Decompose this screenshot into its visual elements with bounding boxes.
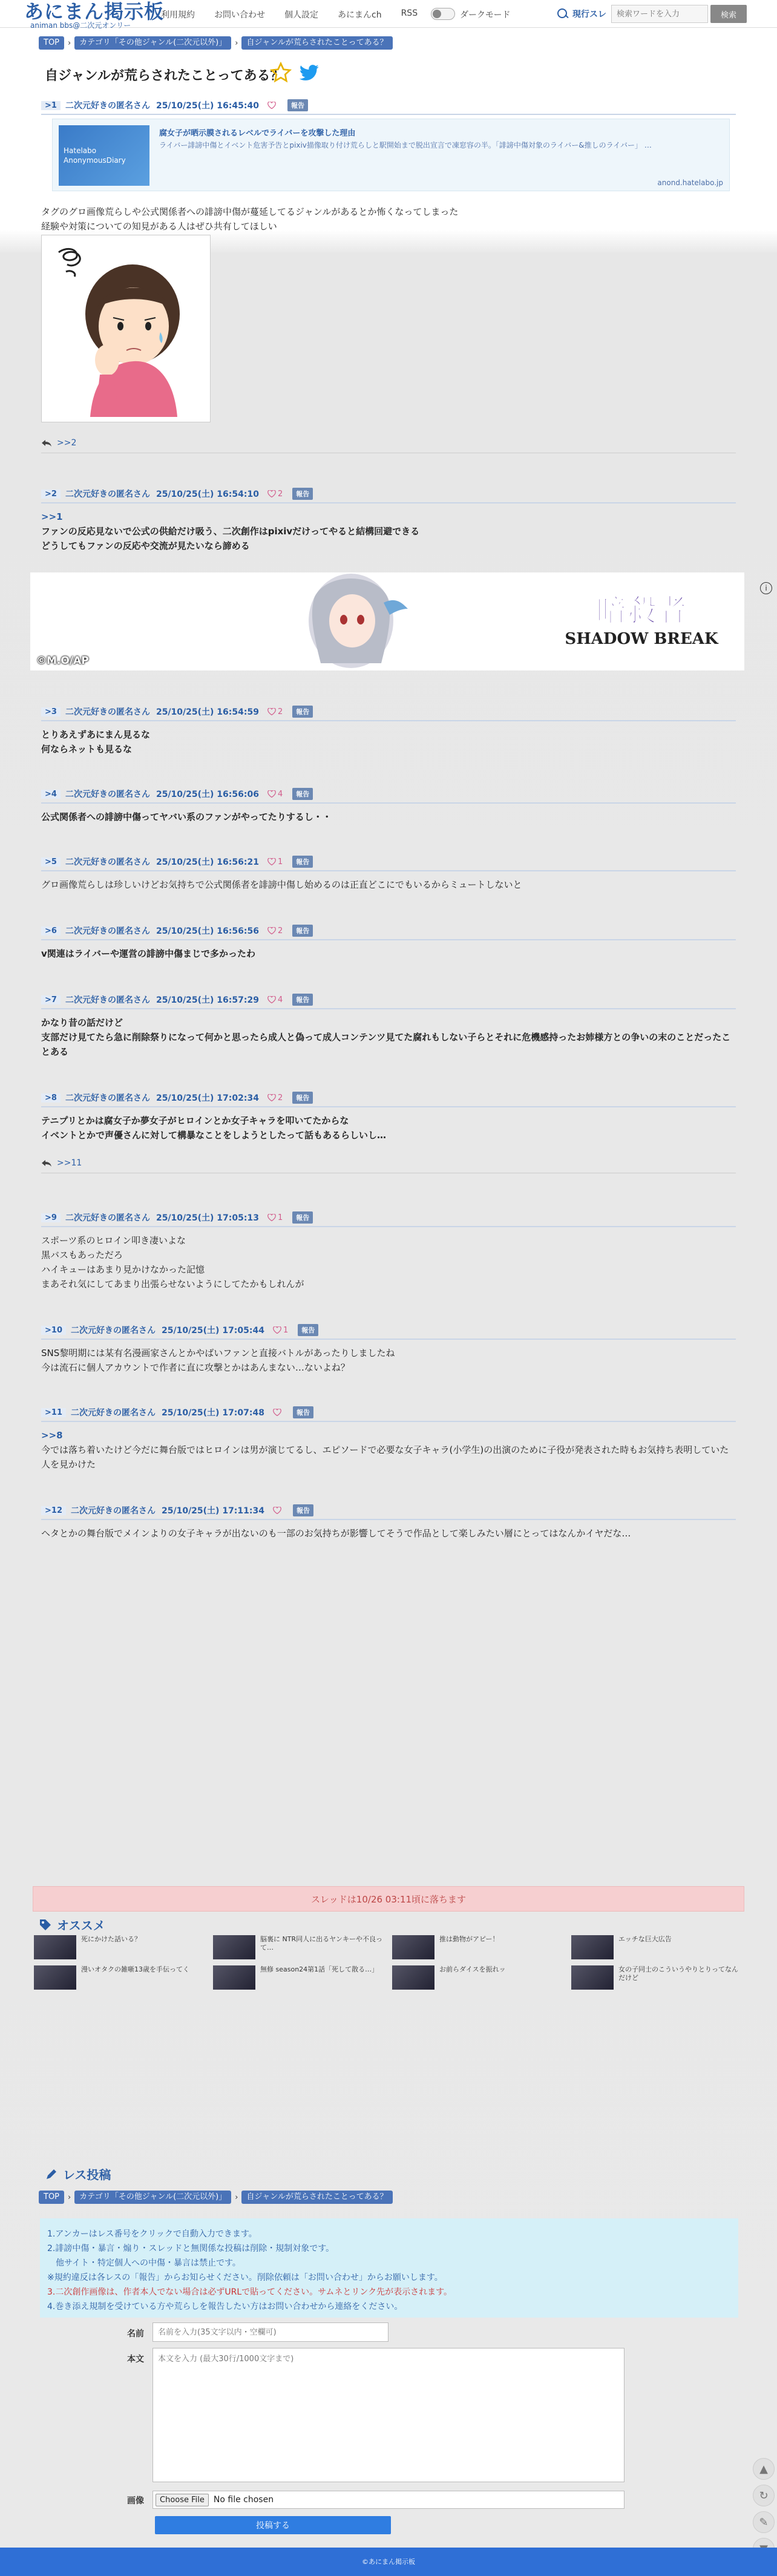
post-text — [41, 804, 736, 824]
post-7 — [41, 991, 736, 1059]
post-date: 25/10/25(土) 16:54:10 — [156, 490, 259, 499]
rule-line: 3.二次創作画像は、作者本人でない場合は必ずURLで貼ってください。サムネとリンク先が表示されます。 — [47, 2287, 453, 2297]
rule-line: ※規約違反は各レスの「報告」からお知らせください。削除依頼は「お問い合わせ」からお願いします。 — [47, 2273, 443, 2283]
breadcrumb — [39, 36, 393, 50]
ad-subtitle: SHADOW BREAK — [565, 630, 718, 648]
name-label: 名前 — [127, 2329, 144, 2339]
anchor-link[interactable]: >>8 — [41, 1430, 63, 1441]
dark-mode-label: ダークモード — [460, 10, 511, 20]
reply-link[interactable] — [41, 1158, 736, 1168]
recommend-thumbnail — [392, 1935, 434, 1959]
post-text — [41, 1520, 736, 1541]
recommend-item-title[interactable]: 脳裏に NTR同人に出るヤンキーや不良って… — [260, 1935, 382, 1952]
post-number[interactable]: >8 — [41, 1093, 61, 1103]
report-button[interactable]: 報告 — [292, 1092, 313, 1104]
post-author: 二次元好きの匿名さん — [70, 1326, 156, 1336]
report-button[interactable]: 報告 — [298, 1324, 318, 1336]
nav-terms[interactable]: 利用規約 — [161, 10, 195, 20]
reply-link-text[interactable]: >>11 — [57, 1158, 82, 1168]
breadcrumb-top[interactable]: TOP — [39, 2191, 64, 2204]
heart-icon — [267, 996, 276, 1003]
recommend-item[interactable] — [392, 1935, 564, 1962]
anchor-link[interactable]: >>1 — [41, 511, 63, 522]
page-title: 自ジャンルが荒らされたことってある？ — [45, 68, 284, 84]
post-line: ファンの反応見ないで公式の供給だけ吸う、二次創作はpixivだけってやると結構回避できる — [41, 526, 420, 537]
like-button[interactable] — [267, 995, 283, 1005]
post-9 — [41, 1209, 736, 1291]
post-date: 25/10/25(土) 16:45:40 — [156, 101, 259, 111]
post-author: 二次元好きの匿名さん — [65, 857, 150, 867]
reply-link[interactable] — [41, 438, 736, 448]
post-author: 二次元好きの匿名さん — [65, 926, 150, 936]
post-line: とりあえずあにまん見るな — [41, 729, 151, 740]
like-button[interactable] — [267, 857, 283, 867]
recommend-item-title[interactable]: 推は動物がアピー！ — [439, 1935, 499, 1943]
like-button[interactable] — [267, 1213, 283, 1222]
recommend-thumbnail — [392, 1965, 434, 1990]
post-text — [41, 940, 736, 961]
post-header — [41, 785, 736, 804]
body-label: 本文 — [127, 2355, 144, 2364]
pencil-icon — [45, 2168, 58, 2181]
report-button[interactable]: 報告 — [292, 706, 313, 718]
heart-icon — [267, 708, 276, 715]
breadcrumb-separator: › — [235, 2192, 238, 2202]
search-button[interactable]: 検索 — [710, 5, 747, 23]
report-button[interactable]: 報告 — [292, 925, 313, 937]
recommend-item-title[interactable]: 漫いオタクの雑噺13歳を手伝ってく — [81, 1965, 189, 1973]
breadcrumb-thread[interactable]: 自ジャンルが荒らされたことってある？ — [241, 2191, 392, 2204]
twitter-share-icon[interactable] — [299, 64, 320, 82]
post-number[interactable]: >4 — [41, 790, 61, 799]
recommend-heading — [39, 1916, 105, 1933]
post-line: テニプリとかは腐女子か夢女子がヒロインとか女子キャラを叩いてたからな — [41, 1115, 349, 1126]
post-8 — [41, 1089, 736, 1173]
post-text — [41, 1227, 736, 1291]
nav-settings[interactable]: 個人設定 — [284, 10, 318, 20]
body-textarea[interactable] — [152, 2348, 625, 2482]
post-header — [41, 991, 736, 1009]
breadcrumb-category[interactable]: カテゴリ「その他ジャンル(二次元以外)」 — [74, 36, 231, 50]
post-text — [41, 721, 736, 756]
post-1-footer — [41, 433, 736, 453]
heart-icon — [267, 927, 276, 934]
recommend-list — [34, 1935, 743, 1992]
post-line: ヘタとかの舞台版でメインよりの女子キャラが出ないのも一部のお気持ちが影響してそうで作品として楽しみたい層にとってはなんかイヤだな… — [41, 1528, 631, 1539]
posting-rules — [40, 2218, 738, 2318]
post-line: 経験や対策についての知見がある人はぜひ共有してほしい — [41, 221, 277, 232]
recommend-item-title[interactable]: 死にかけた話いる？ — [81, 1935, 141, 1943]
post-number[interactable]: >12 — [41, 1506, 66, 1515]
heart-icon — [273, 1507, 281, 1514]
rule-line: 2.誹謗中傷・暴言・煽り・スレッドと無関係な投稿は削除・規制対象です。 — [47, 2244, 335, 2253]
like-button[interactable] — [267, 926, 283, 936]
scroll-top-icon[interactable]: ▲ — [753, 2458, 775, 2480]
recommend-item[interactable] — [213, 1935, 385, 1962]
post-12 — [41, 1502, 736, 1541]
site-logo[interactable] — [24, 1, 164, 29]
post-image[interactable] — [41, 235, 211, 422]
post-line: 黒バスもあっただろ — [41, 1250, 123, 1260]
post-line: かなり昔の話だけど — [41, 1017, 123, 1028]
rule-line: 4.巻き添え規制を受けている方や荒らしを報告したい方はお問い合わせから連絡をください。 — [47, 2302, 403, 2312]
search-area — [556, 5, 747, 23]
post-date: 25/10/25(土) 17:11:34 — [161, 1506, 264, 1516]
breadcrumb-thread[interactable]: 自ジャンルが荒らされたことってある？ — [241, 36, 392, 50]
post-number[interactable]: >9 — [41, 1213, 61, 1222]
post-line: SNS黎明期には某有名漫画家さんとかやばいファンと直接バトルがあったりしましたね — [41, 1348, 395, 1358]
post-header — [41, 703, 736, 721]
post-header — [41, 1089, 736, 1107]
dark-mode-toggle[interactable] — [431, 8, 455, 20]
post-author: 二次元好きの匿名さん — [65, 995, 150, 1005]
post-header — [41, 1209, 736, 1227]
like-button[interactable] — [273, 1326, 288, 1335]
post-line: 何ならネットも見るな — [41, 744, 133, 755]
recommend-thumbnail — [571, 1935, 614, 1959]
like-button[interactable] — [267, 707, 283, 716]
logo-text[interactable]: あにまん掲示板 — [24, 0, 165, 23]
submit-button[interactable]: 投稿する — [155, 2516, 391, 2534]
breadcrumb-separator: › — [235, 38, 238, 48]
post-line: スポーツ系のヒロイン叩き凄いよな — [41, 1235, 186, 1246]
post-2 — [41, 485, 736, 553]
reply-link-text[interactable]: >>2 — [57, 438, 77, 448]
post-5 — [41, 853, 736, 892]
post-date: 25/10/25(土) 17:07:48 — [161, 1408, 264, 1418]
ad-title: 暗殺者 — [596, 592, 687, 628]
report-button[interactable]: 報告 — [292, 488, 313, 500]
post-number[interactable]: >7 — [41, 995, 61, 1005]
favorite-star-icon[interactable] — [270, 62, 292, 84]
recommend-thumbnail — [571, 1965, 614, 1990]
recommend-item[interactable] — [34, 1965, 206, 1992]
post-text — [41, 871, 736, 892]
breadcrumb-bottom — [39, 2191, 393, 2204]
recommend-item-title[interactable]: 無修 season24第1話「死して散る…」 — [260, 1965, 379, 1973]
post-form-heading — [45, 2165, 111, 2183]
post-text — [41, 198, 736, 234]
post-text — [41, 1107, 736, 1142]
post-author: 二次元好きの匿名さん — [65, 790, 150, 799]
post-author: 二次元好きの匿名さん — [65, 1093, 150, 1103]
post-date: 25/10/25(土) 16:56:21 — [156, 857, 259, 867]
post-date: 25/10/25(土) 16:54:59 — [156, 707, 259, 717]
report-button[interactable]: 報告 — [292, 1211, 313, 1224]
ad-banner[interactable] — [30, 572, 744, 670]
nav-contact[interactable]: お問い合わせ — [214, 10, 265, 20]
search-input[interactable] — [611, 5, 708, 23]
post-author: 二次元好きの匿名さん — [70, 1506, 156, 1516]
rule-line: 他サイト・特定個人への中傷・暴言は禁止です。 — [47, 2258, 241, 2268]
like-count: 4 — [277, 995, 283, 1005]
recommend-item-title[interactable]: 女の子同士のこういうやりとりってなんだけど — [618, 1965, 738, 1982]
recommend-item[interactable] — [571, 1965, 743, 1992]
post-author: 二次元好きの匿名さん — [65, 101, 150, 111]
like-count: 4 — [277, 789, 283, 799]
post-11 — [41, 1404, 736, 1472]
choose-file-button[interactable]: Choose File — [156, 2494, 209, 2506]
post-header — [41, 1502, 736, 1520]
recommend-item[interactable] — [213, 1965, 385, 1992]
heart-icon — [273, 1326, 281, 1334]
like-button[interactable] — [273, 1409, 283, 1416]
post-number[interactable]: >5 — [41, 857, 61, 867]
post-line: どうしてもファンの反応や交流が見たいなら諦める — [41, 540, 250, 551]
post-text — [41, 1340, 736, 1375]
post-header — [41, 922, 736, 940]
thread-expiry-notice: スレッドは10/26 03:11頃に落ちます — [33, 1886, 744, 1912]
breadcrumb-top[interactable]: TOP — [39, 36, 64, 50]
recommend-item[interactable] — [392, 1965, 564, 1992]
tag-icon — [39, 1918, 52, 1932]
nav-rss[interactable]: RSS — [401, 8, 418, 18]
heart-icon — [267, 858, 276, 865]
search-scope-label[interactable]: 現行スレ — [572, 10, 606, 19]
report-button[interactable]: 報告 — [292, 994, 313, 1006]
reload-icon[interactable]: ↻ — [753, 2485, 775, 2506]
post-text — [41, 503, 736, 553]
link-card-description: ライバー誹謗中傷とイベント危害予告とpixiv描像取り付け荒らしと駅開始まで脱出宣言で凍窓容の半。「誹謗中傷対象のライバー&推しのライバー」 … — [159, 141, 652, 149]
post-author: 二次元好きの匿名さん — [65, 490, 150, 499]
post-number[interactable]: >2 — [41, 490, 61, 499]
worried-woman-illustration — [42, 235, 210, 422]
top-nav — [161, 8, 437, 21]
like-button[interactable] — [273, 1507, 283, 1514]
recommend-title: オススメ — [57, 1918, 105, 1933]
like-count: 2 — [277, 1093, 283, 1103]
heart-icon — [267, 1094, 276, 1101]
recommend-thumbnail — [213, 1965, 255, 1990]
breadcrumb-separator: › — [68, 2192, 71, 2202]
like-button[interactable] — [267, 490, 283, 499]
post-line: イベントとかで声優さんに対して構暴なことをしようとしたって話もあるらしいし… — [41, 1130, 387, 1141]
link-card-domain: anond.hatelabo.jp — [657, 179, 723, 187]
post-header — [41, 485, 736, 503]
post-line: グロ画像荒らしは珍しいけどお気持ちで公式関係者を誹謗中傷し始めるのは正直どこにでもいるからミュートしないと — [41, 879, 522, 890]
like-count: 2 — [277, 489, 283, 499]
post-author: 二次元好きの匿名さん — [70, 1408, 156, 1418]
breadcrumb-category[interactable]: カテゴリ「その他ジャンル(二次元以外)」 — [74, 2191, 231, 2204]
like-count: 2 — [277, 707, 283, 716]
file-input[interactable] — [152, 2491, 625, 2509]
post-4 — [41, 785, 736, 824]
post-line: v関連はライバーや運営の誹謗中傷まじで多かったわ — [41, 948, 256, 959]
post-form-title: レス投稿 — [63, 2168, 111, 2182]
post-10 — [41, 1322, 736, 1375]
logo-subtitle: animan bbs@二次元オンリー — [30, 21, 131, 30]
link-card-thumbnail: Hatelabo AnonymousDiary — [59, 125, 149, 186]
post-number[interactable]: >11 — [41, 1408, 66, 1417]
rule-line: 1.アンカーはレス番号をクリックで自動入力できます。 — [47, 2229, 257, 2239]
report-button[interactable]: 報告 — [293, 1504, 313, 1516]
post-author: 二次元好きの匿名さん — [65, 707, 150, 717]
nav-animanch[interactable]: あにまんch — [338, 10, 382, 20]
post-text — [41, 1422, 736, 1472]
post-text — [41, 1009, 736, 1059]
post-date: 25/10/25(土) 17:05:44 — [161, 1326, 264, 1336]
ad-artwork — [30, 572, 744, 670]
reply-arrow-icon — [41, 439, 52, 447]
post-line: 今では落ち着いたけど今だに舞台版ではヒロインは男が演じてるし、エピソードで必要な女子キャラ(小学生)の出演のために子役が発表された時もお気持ち表明していた人を見かけた — [41, 1444, 729, 1470]
post-date: 25/10/25(土) 16:57:29 — [156, 995, 259, 1005]
post-3 — [41, 703, 736, 756]
post-header — [41, 853, 736, 871]
post-line: ハイキューはあまり見かけなかった記憶 — [41, 1264, 205, 1275]
post-1 — [41, 97, 736, 115]
post-date: 25/10/25(土) 17:02:34 — [156, 1093, 259, 1103]
post-author: 二次元好きの匿名さん — [65, 1213, 150, 1223]
report-button[interactable]: 報告 — [292, 788, 313, 800]
post-header — [41, 1322, 736, 1340]
recommend-item-title[interactable]: エッチな巨大広告 — [618, 1935, 672, 1943]
like-count: 1 — [277, 857, 283, 867]
post-number[interactable]: >1 — [41, 101, 61, 110]
post-6 — [41, 922, 736, 961]
recommend-thumbnail — [34, 1935, 76, 1959]
recommend-thumbnail — [213, 1935, 255, 1959]
post-header — [41, 97, 736, 115]
post-date: 25/10/25(土) 16:56:56 — [156, 926, 259, 936]
post-1-body — [41, 198, 736, 234]
site-footer: ©あにまん掲示板 — [0, 2548, 777, 2576]
like-count: 1 — [283, 1325, 289, 1335]
write-icon[interactable]: ✎ — [753, 2511, 775, 2533]
like-button[interactable] — [267, 102, 278, 109]
heart-icon — [267, 1214, 276, 1221]
post-number[interactable]: >3 — [41, 707, 61, 716]
report-button[interactable]: 報告 — [287, 99, 308, 111]
search-icon — [556, 5, 570, 22]
ad-copyright: ©M.O/AP — [36, 655, 89, 667]
like-count: 1 — [277, 1213, 283, 1222]
reply-arrow-icon — [41, 1159, 52, 1167]
heart-icon — [267, 490, 276, 497]
like-count: 2 — [277, 926, 283, 936]
heart-icon — [267, 790, 276, 798]
name-field[interactable] — [152, 2322, 388, 2342]
image-label: 画像 — [127, 2496, 144, 2506]
ad-info-icon[interactable]: i — [760, 582, 772, 594]
heart-icon — [267, 102, 276, 109]
post-line: まあそれ気にしてあまり出張らせないようにしてたかもしれんが — [41, 1279, 304, 1290]
post-date: 25/10/25(土) 16:56:06 — [156, 790, 259, 799]
recommend-item[interactable] — [34, 1935, 206, 1962]
post-line: 公式関係者への誹謗中傷ってヤバい系のファンがやってたりするし・・ — [41, 811, 332, 822]
recommend-thumbnail — [34, 1965, 76, 1990]
site-header — [0, 0, 777, 28]
post-line: 支部だけ見てたら急に削除祭りになって何かと思ったら成人と偽って成人コンテンツ見てた腐れもしない子らとそれに危機感持ったお姉様方との争いの末のことだったことある — [41, 1032, 731, 1057]
heart-icon — [273, 1409, 281, 1416]
breadcrumb-separator: › — [68, 38, 71, 48]
report-button[interactable]: 報告 — [292, 856, 313, 868]
recommend-item-title[interactable]: お前らダイスを振れッ — [439, 1965, 506, 1973]
link-card[interactable] — [52, 119, 730, 191]
post-line: タグのグロ画像荒らしや公式関係者への誹謗中傷が蔓延してるジャンルがあるとか怖くなってしまった — [41, 206, 459, 217]
file-status: No file chosen — [213, 2495, 274, 2505]
post-date: 25/10/25(土) 17:05:13 — [156, 1213, 259, 1223]
report-button[interactable]: 報告 — [293, 1406, 313, 1418]
link-card-title[interactable]: 腐女子が晒示膜されるレベルでライバーを攻撃した理由 — [159, 129, 356, 138]
post-number[interactable]: >10 — [41, 1326, 66, 1335]
post-header — [41, 1404, 736, 1422]
recommend-item[interactable] — [571, 1935, 743, 1962]
like-button[interactable] — [267, 790, 283, 799]
post-number[interactable]: >6 — [41, 926, 61, 936]
like-button[interactable] — [267, 1093, 283, 1103]
post-line: 今は流石に個人アカウントで作者に直に攻撃とかはあんまない…ないよね？ — [41, 1362, 350, 1373]
